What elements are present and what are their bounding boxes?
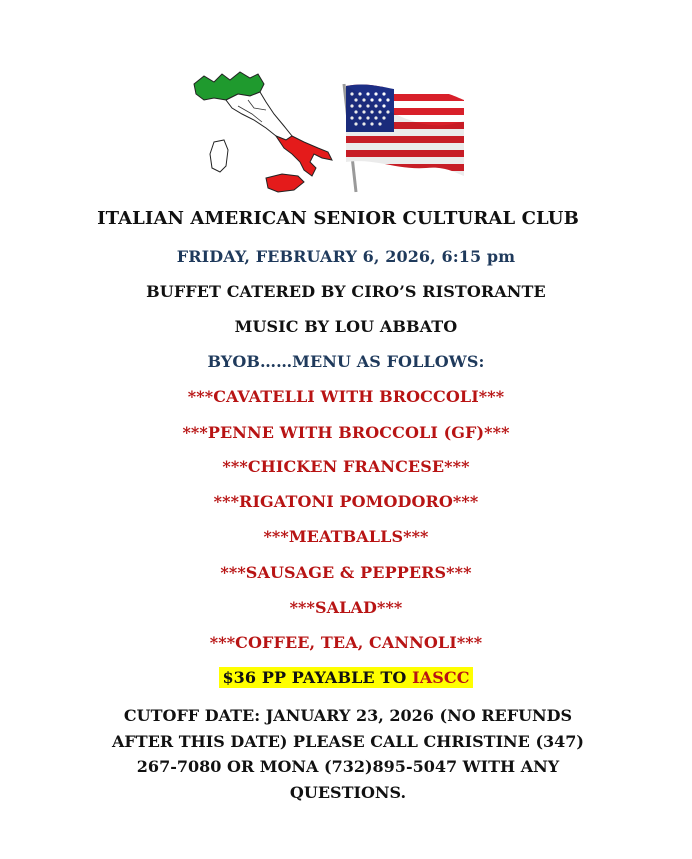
cutoff-notice: CUTOFF DATE: JANUARY 23, 2026 (NO REFUNDS AFTER THIS DATE) PLEASE CALL CHRISTINE (347) 267-7080 OR MONA (732)895-5047 WITH ANY QUESTIONS. xyxy=(112,706,584,802)
menu-item: ***RIGATONI POMODORO*** xyxy=(213,492,479,511)
italy-map-icon xyxy=(192,70,342,195)
price-text: $36 PP PAYABLE TO xyxy=(222,668,413,687)
menu-item: ***SALAD*** xyxy=(289,598,403,617)
music-line: MUSIC BY LOU ABBATO xyxy=(234,317,458,336)
menu-item: ***MEATBALLS*** xyxy=(263,527,429,546)
menu-item: ***CAVATELLI WITH BROCCOLI*** xyxy=(187,387,505,406)
price-highlight xyxy=(219,667,472,688)
american-flag-icon xyxy=(336,80,466,195)
payee-name: IASCC xyxy=(412,668,470,687)
menu-item: ***CHICKEN FRANCESE*** xyxy=(222,457,470,476)
price-line xyxy=(0,668,692,687)
event-date: FRIDAY, FEBRUARY 6, 2026, 6:15 pm xyxy=(176,247,516,266)
catering-line: BUFFET CATERED BY CIRO’S RISTORANTE xyxy=(146,282,546,301)
menu-intro: BYOB……MENU AS FOLLOWS: xyxy=(207,352,485,371)
club-title: ITALIAN AMERICAN SENIOR CULTURAL CLUB xyxy=(97,208,579,229)
menu-item: ***PENNE WITH BROCCOLI (GF)*** xyxy=(182,423,510,442)
menu-item: ***COFFEE, TEA, CANNOLI*** xyxy=(209,633,483,652)
menu-item: ***SAUSAGE & PEPPERS*** xyxy=(220,563,472,582)
